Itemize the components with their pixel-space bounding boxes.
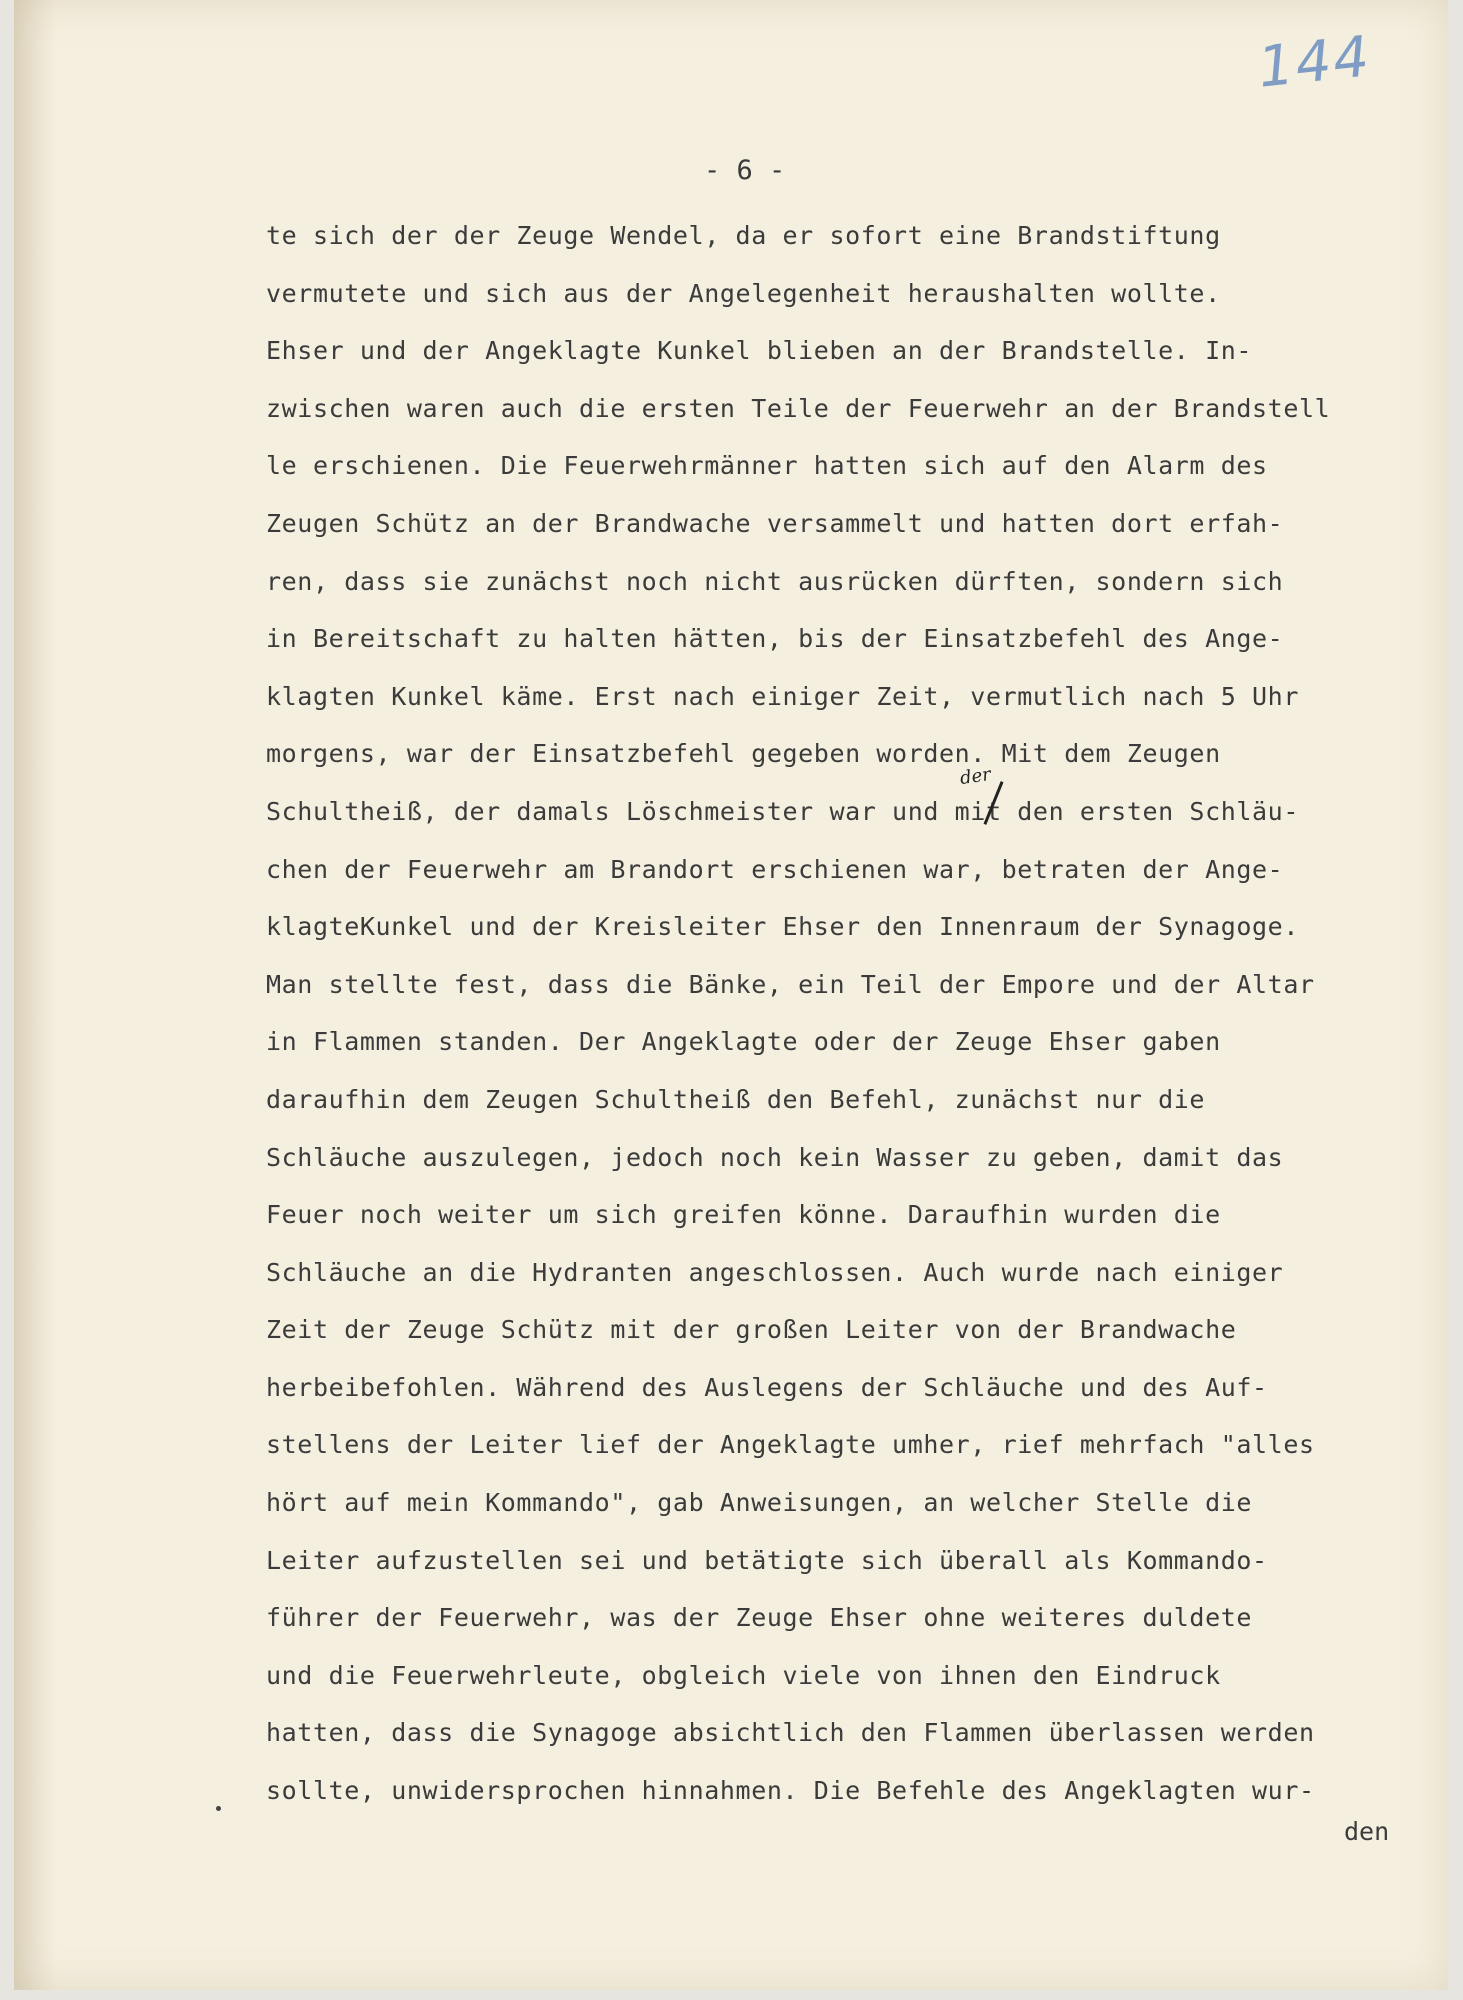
typed-body-text: [266, 207, 1330, 1820]
text-line: Ehser und der Angeklagte Kunkel blieben an der Brandstelle. In-: [266, 336, 1253, 366]
text-line: morgens, war der Einsatzbefehl gegeben worden. Mit dem Zeugen: [266, 739, 1221, 769]
text-line: chen der Feuerwehr am Brandort erschienen war, betraten der Ange-: [266, 854, 1284, 884]
text-line: führer der Feuerwehr, was der Zeuge Ehser ohne weiteres duldete: [266, 1603, 1253, 1633]
text-line: Schultheiß, der damals Löschmeister war und mit den ersten Schläu-: [266, 796, 1299, 826]
text-line: stellens der Leiter lief der Angeklagte umher, rief mehrfach "alles: [266, 1430, 1315, 1460]
document-page: [14, 0, 1448, 1990]
page-edge-shadow: [14, 0, 56, 1990]
text-line: sollte, unwidersprochen hinnahmen. Die Befehle des Angeklagten wur-: [266, 1776, 1315, 1806]
text-line: te sich der der Zeuge Wendel, da er sofort eine Brandstiftung: [266, 221, 1221, 250]
text-line: Zeit der Zeuge Schütz mit der großen Leiter von der Brandwache: [266, 1315, 1237, 1345]
text-line: Zeugen Schütz an der Brandwache versammelt und hatten dort erfah-: [266, 508, 1284, 538]
text-line: hatten, dass die Synagoge absichtlich den Flammen überlassen werden: [266, 1718, 1315, 1748]
text-line: Feuer noch weiter um sich greifen könne. Daraufhin wurden die: [266, 1200, 1221, 1230]
catchword: den: [1344, 1817, 1390, 1846]
text-line: klagteKunkel und der Kreisleiter Ehser den Innenraum der Synagoge.: [266, 912, 1299, 942]
text-line: in Flammen standen. Der Angeklagte oder der Zeuge Ehser gaben: [266, 1027, 1221, 1057]
handwritten-insertion: der: [958, 763, 993, 790]
text-line: ren, dass sie zunächst noch nicht ausrücken dürften, sondern sich: [266, 566, 1284, 596]
text-line: Schläuche auszulegen, jedoch noch kein Wasser zu geben, damit das: [266, 1142, 1284, 1172]
text-line: herbeibefohlen. Während des Auslegens der Schläuche und des Auf-: [266, 1372, 1268, 1402]
text-line: hört auf mein Kommando", gab Anweisungen, an welcher Stelle die: [266, 1488, 1253, 1518]
text-line: Schläuche an die Hydranten angeschlossen. Auch wurde nach einiger: [266, 1257, 1284, 1287]
text-line: in Bereitschaft zu halten hätten, bis der Einsatzbefehl des Ange-: [266, 624, 1284, 654]
text-line: daraufhin dem Zeugen Schultheiß den Befehl, zunächst nur die: [266, 1084, 1206, 1114]
text-line: zwischen waren auch die ersten Teile der Feuerwehr an der Brandstell: [266, 393, 1331, 423]
text-line: le erschienen. Die Feuerwehrmänner hatten sich auf den Alarm des: [266, 451, 1268, 481]
page-number: - 6 -: [704, 155, 786, 186]
margin-dot: [216, 1806, 221, 1811]
archive-folio-number: 144: [1254, 24, 1374, 101]
text-line: vermutete und sich aus der Angelegenheit heraushalten wollte.: [266, 278, 1221, 308]
text-line: und die Feuerwehrleute, obgleich viele von ihnen den Eindruck: [266, 1660, 1221, 1690]
text-line: klagten Kunkel käme. Erst nach einiger Zeit, vermutlich nach 5 Uhr: [266, 681, 1299, 711]
text-line: Man stellte fest, dass die Bänke, ein Teil der Empore und der Altar: [266, 969, 1315, 999]
text-line: Leiter aufzustellen sei und betätigte sich überall als Kommando-: [266, 1545, 1268, 1575]
